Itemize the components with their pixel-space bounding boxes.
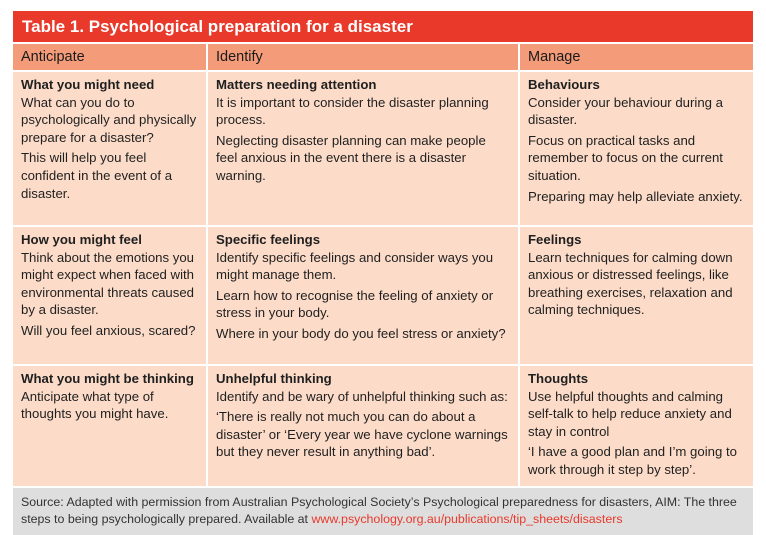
cell-heading: What you might need (21, 77, 155, 92)
table-cell (206, 225, 518, 364)
cell-text: Consider your behaviour during a disaster. (528, 94, 723, 128)
table-cell (518, 225, 753, 364)
cell-heading: Behaviours (528, 77, 600, 92)
table-grid (13, 42, 753, 486)
column-header-manage: Manage (518, 42, 753, 70)
table-cell (13, 225, 206, 364)
source-text: Source: Adapted with permission from Australian Psychological Society’s Psychological preparedness for disasters, AIM: The three steps to being psychologically prepared. Available at (21, 495, 737, 526)
column-header-identify: Identify (206, 42, 518, 70)
cell-text: Focus on practical tasks and remember to focus on the current situation. (528, 132, 723, 183)
table-cell (206, 364, 518, 486)
table-cell (13, 364, 206, 486)
cell-text: Anticipate what type of thoughts you might have. (21, 388, 169, 422)
cell-text: Will you feel anxious, scared? (21, 322, 196, 338)
cell-heading: What you might be thinking (21, 371, 194, 386)
cell-text: ‘There is really not much you can do about a disaster’ or ‘Every year we have cyclone warnings but they never result in anything bad’. (216, 409, 508, 460)
cell-heading: Feelings (528, 232, 582, 247)
table-cell (13, 70, 206, 225)
cell-text: Identify and be wary of unhelpful thinking such as: (216, 388, 508, 404)
cell-heading: Unhelpful thinking (216, 371, 332, 386)
cell-heading: Matters needing attention (216, 77, 377, 92)
table-title: Table 1. Psychological preparation for a disaster (13, 11, 753, 42)
cell-text: What can you do to psychologically and physically prepare for a disaster? (21, 94, 197, 145)
cell-text: Use helpful thoughts and calming self-talk to help reduce anxiety and stay in control (528, 388, 732, 439)
cell-heading: How you might feel (21, 232, 142, 247)
cell-text: It is important to consider the disaster planning process. (216, 94, 489, 128)
cell-text: Preparing may help alleviate anxiety. (528, 188, 743, 204)
source-note (13, 486, 753, 535)
cell-text: Think about the emotions you might expect when faced with environmental threats caused by a disaster. (21, 249, 195, 318)
cell-text: Neglecting disaster planning can make people feel anxious in the event there is a disaster warning. (216, 132, 486, 183)
column-header-anticipate: Anticipate (13, 42, 206, 70)
preparation-table (13, 11, 753, 535)
cell-text: Identify specific feelings and consider ways you might manage them. (216, 249, 494, 283)
table-cell (206, 70, 518, 225)
table-cell (518, 70, 753, 225)
cell-text: Learn how to recognise the feeling of anxiety or stress in your body. (216, 287, 494, 321)
source-link[interactable]: www.psychology.org.au/publications/tip_sheets/disasters (311, 512, 623, 526)
cell-text: Learn techniques for calming down anxious or distressed feelings, like breathing exercises, relaxation and calming techniques. (528, 249, 733, 318)
cell-heading: Thoughts (528, 371, 589, 386)
cell-heading: Specific feelings (216, 232, 321, 247)
cell-text: This will help you feel confident in the event of a disaster. (21, 150, 173, 201)
table-cell (518, 364, 753, 486)
cell-text: ‘I have a good plan and I’m going to work through it step by step’. (528, 444, 737, 477)
cell-text: Where in your body do you feel stress or anxiety? (216, 325, 506, 341)
